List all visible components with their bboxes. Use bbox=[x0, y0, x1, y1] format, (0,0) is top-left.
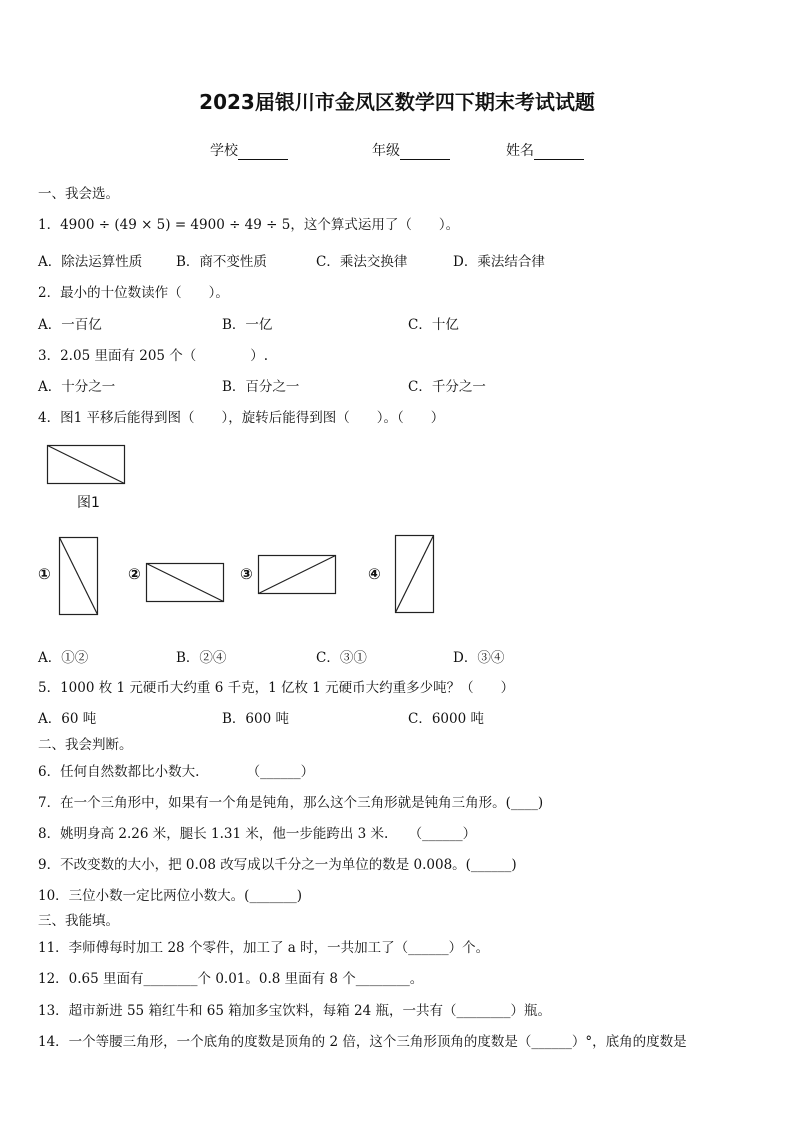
q4-option-b[interactable]: B．②④ bbox=[176, 650, 227, 666]
question-10: 10．三位小数一定比两位小数大。(_______) bbox=[38, 888, 302, 904]
q4-option-c[interactable]: C．③① bbox=[316, 650, 367, 666]
question-14: 14．一个等腰三角形，一个底角的度数是顶角的 2 倍，这个三角形顶角的度数是（______）°，底角的度数是 bbox=[38, 1034, 687, 1050]
q2-option-a[interactable]: A．一百亿 bbox=[38, 317, 102, 333]
question-3: 3．2.05 里面有 205 个（ ）. bbox=[38, 348, 269, 364]
shape-3-label: ③ bbox=[240, 565, 253, 583]
q1-option-b[interactable]: B．商不变性质 bbox=[176, 254, 267, 270]
q4-option-a[interactable]: A．①② bbox=[38, 650, 89, 666]
section-2-heading: 二、我会判断。 bbox=[38, 737, 133, 753]
grade-field[interactable] bbox=[372, 140, 450, 160]
q5-option-c[interactable]: C．6000 吨 bbox=[408, 711, 484, 727]
shape-1-figure bbox=[59, 537, 99, 615]
section-3-heading: 三、我能填。 bbox=[38, 913, 119, 929]
question-11: 11．李师傅每时加工 28 个零件，加工了 a 时，一共加工了（______）个。 bbox=[38, 940, 490, 956]
question-6: 6．任何自然数都比小数大. （______） bbox=[38, 764, 315, 780]
question-7: 7．在一个三角形中，如果有一个角是钝角，那么这个三角形就是钝角三角形。(____) bbox=[38, 795, 544, 811]
school-label: 学校 bbox=[210, 143, 238, 159]
q3-option-a[interactable]: A．十分之一 bbox=[38, 379, 116, 395]
figure-1-rectangle bbox=[47, 445, 125, 485]
q1-option-c[interactable]: C．乘法交换律 bbox=[316, 254, 408, 270]
page-title: 2023届银川市金凤区数学四下期末考试试题 bbox=[199, 90, 595, 114]
q2-option-b[interactable]: B．一亿 bbox=[222, 317, 273, 333]
school-field[interactable] bbox=[210, 140, 288, 160]
question-13: 13．超市新进 55 箱红牛和 65 箱加多宝饮料，每箱 24 瓶，一共有（________）瓶。 bbox=[38, 1003, 551, 1019]
figure-1-label: 图1 bbox=[77, 495, 100, 511]
question-2: 2．最小的十位数读作（ ）。 bbox=[38, 285, 229, 301]
question-9: 9．不改变数的大小，把 0.08 改写成以千分之一为单位的数是 0.008。(______) bbox=[38, 857, 517, 873]
grade-label: 年级 bbox=[372, 143, 400, 159]
q3-option-b[interactable]: B．百分之一 bbox=[222, 379, 300, 395]
q5-option-b[interactable]: B．600 吨 bbox=[222, 711, 289, 727]
q1-option-d[interactable]: D．乘法结合律 bbox=[453, 254, 545, 270]
q2-option-c[interactable]: C．十亿 bbox=[408, 317, 459, 333]
q4-option-d[interactable]: D．③④ bbox=[453, 650, 505, 666]
shape-1-label: ① bbox=[38, 565, 51, 583]
question-1: 1．4900 ÷ (49 × 5) = 4900 ÷ 49 ÷ 5，这个算式运用了（ ）。 bbox=[38, 217, 460, 233]
q5-option-a[interactable]: A．60 吨 bbox=[38, 711, 97, 727]
section-1-heading: 一、我会选。 bbox=[38, 186, 119, 202]
shape-4-figure bbox=[395, 535, 435, 613]
shape-3-figure bbox=[258, 555, 336, 595]
question-5: 5．1000 枚 1 元硬币大约重 6 千克，1 亿枚 1 元硬币大约重多少吨？（ ） bbox=[38, 680, 515, 696]
name-label: 姓名 bbox=[506, 143, 534, 159]
shape-2-label: ② bbox=[128, 565, 141, 583]
question-4: 4．图1 平移后能得到图（ ），旋转后能得到图（ ）。（ ） bbox=[38, 410, 445, 426]
q3-option-c[interactable]: C．千分之一 bbox=[408, 379, 486, 395]
name-field[interactable] bbox=[506, 140, 584, 160]
shape-2-figure bbox=[146, 563, 224, 603]
question-12: 12．0.65 里面有________个 0.01。0.8 里面有 8 个________。 bbox=[38, 971, 424, 987]
question-8: 8．姚明身高 2.26 米，腿长 1.31 米，他一步能跨出 3 米. （______） bbox=[38, 826, 477, 842]
q1-option-a[interactable]: A．除法运算性质 bbox=[38, 254, 143, 270]
shape-4-label: ④ bbox=[368, 565, 381, 583]
